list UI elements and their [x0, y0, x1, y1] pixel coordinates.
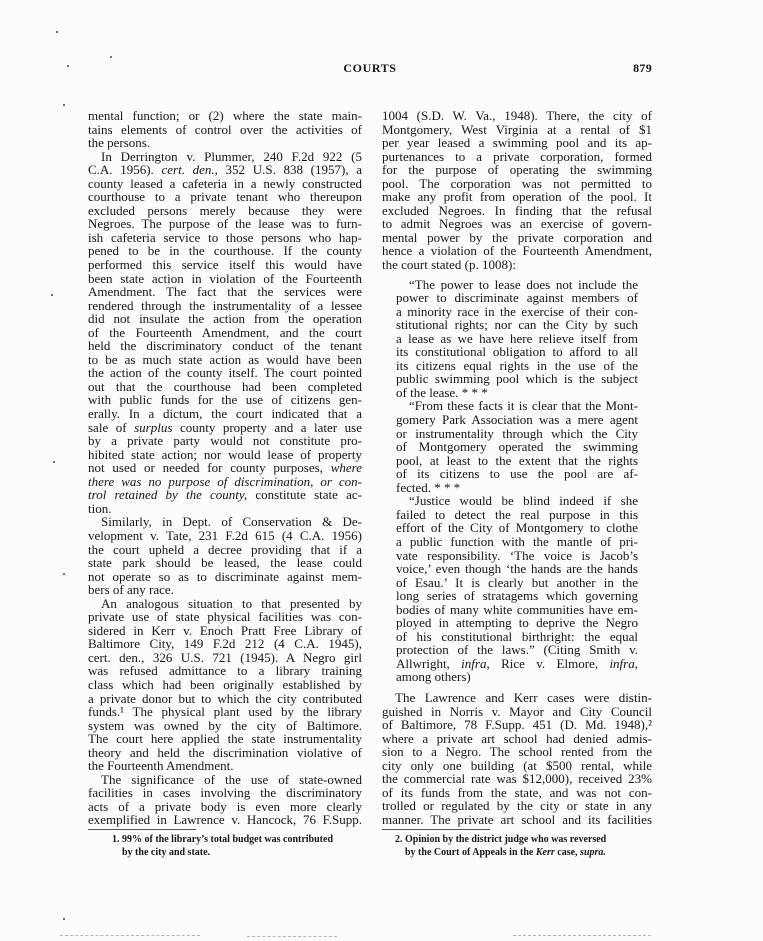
text-line: per year leased a swimming pool and its ap-	[382, 135, 652, 151]
text-line: state park should be leased, the lease could	[88, 555, 362, 571]
scan-artifact-line	[513, 935, 651, 936]
footnote-2	[395, 834, 606, 859]
text-line: effort of the City of Montgomery to clothe	[396, 520, 638, 536]
text-line: In Derrington v. Plummer, 240 F.2d 922 (5	[101, 148, 362, 164]
paragraph	[88, 597, 362, 773]
footnote-number: 1.	[112, 834, 120, 845]
italic-text: infra	[609, 655, 635, 671]
text-line: tion.	[88, 500, 112, 516]
text-line: of Baltimore, 78 F.Supp. 451 (D. Md. 1948),²	[382, 717, 652, 733]
italic-text: there was no purpose of discrimination, or con-	[88, 473, 362, 489]
text-line: of the lease. * * *	[396, 384, 488, 400]
text-run: sale of	[88, 419, 135, 435]
text-line: for the purpose of operating the swimming	[382, 162, 652, 178]
text-line: to be as much state action as would have been	[88, 351, 362, 367]
text-line: of Esau.’ It is clearly but another in the	[396, 574, 638, 590]
italic-text: where	[330, 460, 362, 476]
text-line: excluded persons merely because they were	[88, 202, 362, 218]
text-line: bers of any race.	[88, 582, 174, 598]
text-line: of his constitutional birthright: the equal	[396, 628, 638, 644]
text-line: the commercial rate was $12,000), received 23%	[382, 771, 652, 787]
text-line: exemplified in Lawrence v. Hancock, 76 F.Supp.	[88, 812, 362, 828]
text-line	[88, 475, 362, 489]
italic-text: Kerr	[535, 846, 555, 858]
paragraph	[382, 109, 652, 272]
text-line: its constitutional obligation to afford to all	[396, 344, 638, 360]
scan-speck	[63, 573, 65, 575]
text-line: gomery Park Association was a mere agent	[396, 412, 638, 428]
text-line: sidered in Kerr v. Enoch Pratt Free Library of	[88, 622, 362, 638]
text-line: sion to a Negro. The school rented from the	[382, 744, 652, 760]
text-line: the Fourteenth Amendment.	[88, 758, 234, 774]
text-line: The significance of the use of state-owned	[101, 771, 362, 787]
text-line: or instrumentality through which the City	[396, 425, 638, 441]
footnote-line	[112, 834, 333, 847]
text-line: Montgomery, West Virginia at a rental of $1	[382, 121, 652, 137]
text-line: of the Fourteenth Amendment, and the court	[88, 324, 362, 340]
text-line	[88, 421, 362, 435]
text-line: “The power to lease does not include the	[409, 276, 638, 292]
text-run: , Rice v. Elmore,	[486, 655, 610, 671]
text-line: make any profit from operation of the pool. It	[382, 189, 652, 205]
text-line: not operate so as to discriminate against mem-	[88, 568, 362, 584]
text-line: been state action in violation of the Fourteenth	[88, 270, 362, 286]
text-line: velopment v. Tate, 231 F.2d 615 (4 C.A. 1956)	[88, 527, 362, 543]
text-line: purtenances to a private corporation, formed	[382, 148, 652, 164]
italic-text: surplus	[134, 419, 173, 435]
paragraph	[88, 109, 362, 150]
text-line: 1004 (S.D. W. Va., 1948). There, the city of	[382, 108, 652, 123]
text-line: out that the courthouse had been completed	[88, 378, 362, 394]
text-line: public swimming pool which is the subject	[396, 371, 638, 387]
scan-speck	[67, 65, 69, 67]
text-line: hence a violation of the Fourteenth Amendment,	[382, 243, 652, 259]
block-quote	[396, 278, 638, 684]
text-line: of its funds from the state, and was not con-	[382, 784, 652, 800]
footnote-line: by the city and state.	[122, 846, 211, 858]
text-line: An analogous situation to that presented by	[101, 595, 362, 611]
text-line: failed to detect the real purpose in this	[396, 506, 638, 522]
footnote-line	[395, 834, 606, 847]
text-line: protection of the laws.” (Citing Smith v.	[396, 642, 638, 658]
paragraph	[88, 150, 362, 516]
text-line: long series of stratagems which governing	[396, 588, 638, 604]
text-line: The Lawrence and Kerr cases were distin-	[395, 689, 652, 705]
text-line: Baltimore City, 149 F.2d 212 (4 C.A. 1945),	[88, 636, 362, 652]
footnote-1	[112, 834, 333, 859]
text-line: Similarly, in Dept. of Conservation & De-	[101, 514, 362, 530]
text-run: C.A. 1956).	[88, 162, 162, 178]
text-line: ish cafeteria service to those persons who hap-	[88, 229, 362, 245]
text-line: power to discriminate against members of	[396, 290, 638, 306]
italic-text: infra	[461, 655, 487, 671]
text-run: , 352 U.S. 838 (1957), a	[214, 162, 363, 178]
text-line: tains elements of control over the activities of	[88, 121, 362, 137]
text-line: where a private art school had denied admis-	[382, 730, 652, 746]
footnote-number: 2.	[395, 834, 403, 845]
text-line: of Montgomery operated the swimming	[396, 439, 638, 455]
text-line: vate responsibility. ‘The voice is Jacob’s	[396, 547, 638, 563]
text-line: excluded Negroes. In finding that the refusal	[382, 202, 652, 218]
text-line: performed this service itself this would have	[88, 257, 362, 273]
text-line: trolled or regulated by the city or state in any	[382, 798, 652, 814]
text-line: a lease as we have here relieve itself from	[396, 330, 638, 346]
scan-speck	[56, 31, 58, 33]
left-column	[88, 109, 362, 827]
right-column	[382, 109, 652, 826]
text-line: mental function; or (2) where the state main-	[88, 108, 362, 123]
footnote-rule-right	[382, 829, 490, 830]
text-line: facilities in cases involving the discriminatory	[88, 785, 362, 801]
footnote-text: Opinion by the district judge who was reversed	[405, 834, 607, 845]
text-line: the court stated (p. 1008):	[382, 257, 516, 273]
text-line: courthouse to a private tenant who thereupon	[88, 189, 362, 205]
text-line: county leased a cafeteria in a newly constructed	[88, 175, 362, 191]
text-line: hibited state action; nor would lease of property	[88, 446, 362, 462]
text-line: “From these facts it is clear that the Mont-	[409, 398, 638, 414]
scan-speck	[51, 294, 53, 296]
text-line: with public funds for the use of citizens gen-	[88, 392, 362, 408]
text-line: of its citizens to use the pool are af-	[396, 466, 638, 482]
right-column-body	[382, 691, 652, 826]
text-line: did not insulate the action from the operation	[88, 311, 362, 327]
text-line: pened to be in the courthouse. If the county	[88, 243, 362, 259]
paragraph	[396, 399, 638, 494]
text-line: rendered through the instrumentality of a lessee	[88, 297, 362, 313]
footnote-line	[395, 847, 606, 860]
text-line: bodies of many white communities have em-	[396, 601, 638, 617]
text-run: ,	[634, 655, 638, 671]
italic-text: trol retained by the county,	[88, 487, 248, 503]
text-line: a private donor but to which the city contributed	[88, 690, 362, 706]
paragraph	[382, 691, 652, 826]
footnote-text: case,	[554, 846, 581, 858]
text-run: not used or needed for county purposes,	[88, 460, 331, 476]
scan-speck	[53, 461, 55, 463]
text-line: among others)	[396, 669, 471, 685]
italic-text: supra.	[580, 846, 606, 858]
text-line: funds.¹ The physical plant used by the library	[88, 704, 362, 720]
text-line: manner. The private art school and its facilities	[382, 811, 652, 827]
right-column-intro	[382, 109, 652, 272]
text-line: Amendment. The fact that the services were	[88, 284, 362, 300]
scan-artifact-line	[60, 935, 200, 936]
text-line: guished in Norris v. Mayor and City Council	[382, 703, 652, 719]
text-line: cert. den., 326 U.S. 721 (1945). A Negro girl	[88, 649, 362, 665]
scan-speck	[63, 918, 65, 920]
text-line: acts of a private body is even more clearly	[88, 798, 362, 814]
text-line: pool, at least to the extent that the rights	[396, 452, 638, 468]
text-line: erally. In a dictum, the court indicated that a	[88, 406, 362, 422]
text-run: constitute state ac-	[247, 487, 362, 503]
page-number: 879	[633, 61, 652, 75]
text-line: a public function with the mantle of pri-	[396, 533, 638, 549]
text-line: system was owned by the city of Baltimore.	[88, 717, 362, 733]
paragraph	[396, 278, 638, 400]
paragraph	[88, 515, 362, 596]
text-line: mental power by the private corporation and	[382, 229, 652, 245]
text-line: private use of state physical facilities was con-	[88, 609, 362, 625]
text-line: held the discriminatory conduct of the tenant	[88, 338, 362, 354]
text-line	[88, 488, 362, 502]
scan-speck	[110, 56, 112, 58]
scan-speck	[63, 104, 65, 106]
text-line: the action of the county itself. The court pointed	[88, 365, 362, 381]
scan-artifact-line	[247, 936, 337, 937]
footnote-rule-left	[88, 829, 196, 830]
text-line: voice,’ even though ‘the hands are the hands	[396, 561, 638, 577]
text-line: class which had been originally established by	[88, 676, 362, 692]
text-line: was refused admittance to a library training	[88, 663, 362, 679]
text-line: The court here applied the state instrumentality	[88, 731, 362, 747]
text-line	[88, 163, 362, 177]
text-line: theory and held the discrimination violative of	[88, 744, 362, 760]
footnote-text: by the Court of Appeals in the	[405, 846, 536, 858]
text-line: to admit Negroes was an exercise of govern-	[382, 216, 652, 232]
text-line: the court upheld a decree providing that if a	[88, 541, 362, 557]
italic-text: cert. den.	[161, 162, 215, 178]
text-line: city only one building (at $500 rental, while	[382, 757, 652, 773]
text-line: stitutional rights; nor can the City by such	[396, 317, 638, 333]
text-line: by a private party would not constitute pro-	[88, 433, 362, 449]
text-line: Negroes. The purpose of the lease was to furn-	[88, 216, 362, 232]
footnote-text: 99% of the library’s total budget was contributed	[122, 834, 334, 845]
running-header-title: COURTS	[343, 61, 397, 75]
text-line: a minority race in the exercise of their con-	[396, 303, 638, 319]
paragraph	[88, 773, 362, 827]
text-line: “Justice would be blind indeed if she	[409, 493, 638, 509]
text-line: its citizens equal rights in the use of the	[396, 357, 638, 373]
text-line	[88, 461, 362, 475]
text-line: fected. * * *	[396, 479, 461, 495]
text-line: pool. The corporation was not permitted to	[382, 175, 652, 191]
text-run: county property and a later use	[172, 419, 362, 435]
text-run: Allwright,	[396, 655, 462, 671]
paragraph	[396, 494, 638, 684]
text-line	[396, 657, 638, 671]
text-line: ployed in attempting to deprive the Negro	[396, 615, 638, 631]
text-line: the persons.	[88, 135, 151, 151]
